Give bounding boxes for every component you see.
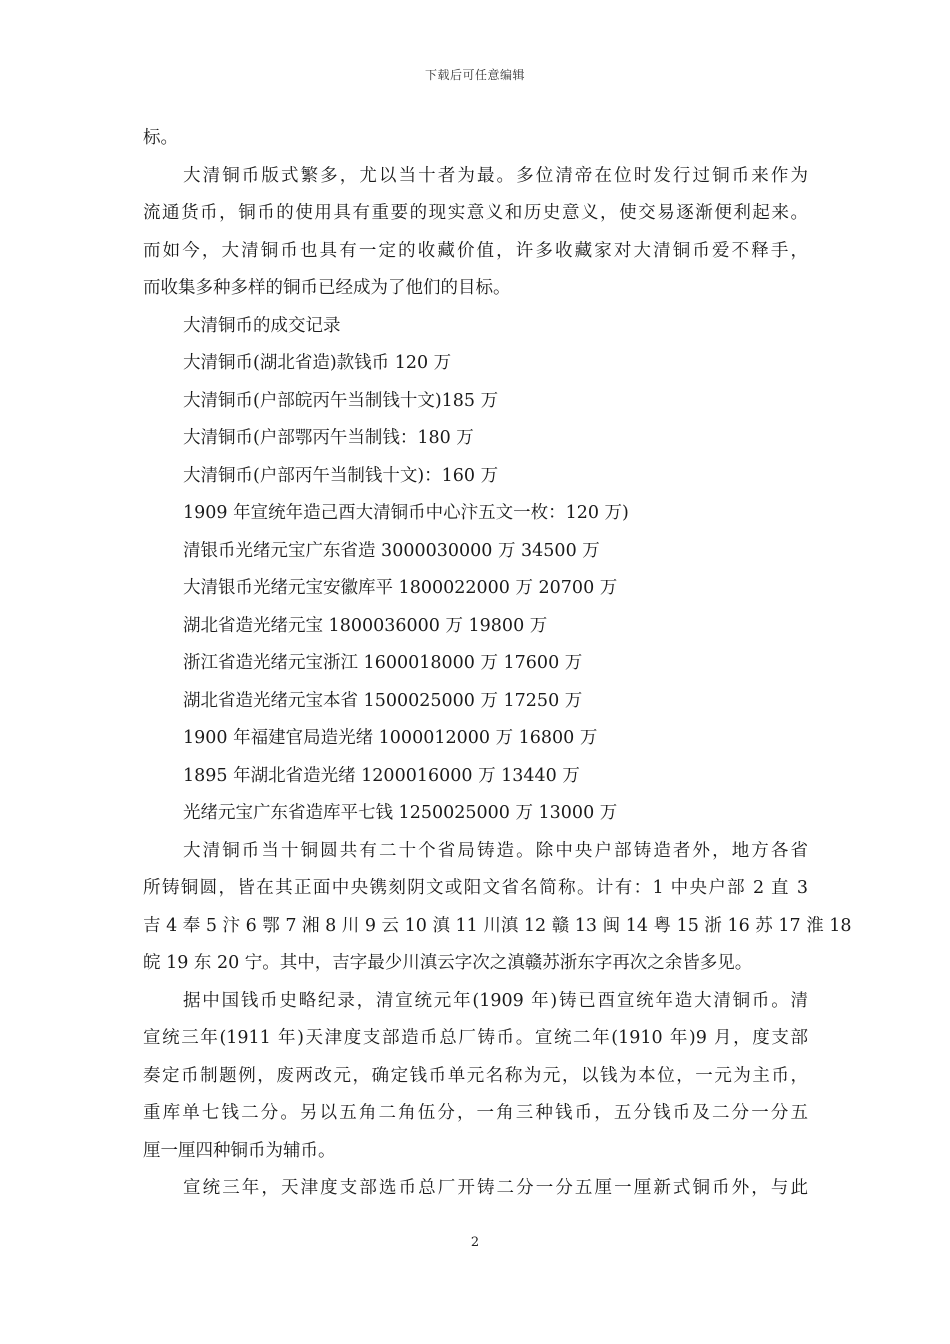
record-line: 浙江省造光绪元宝浙江 1600018000 万 17600 万 xyxy=(183,653,583,673)
record-line: 1900 年福建官局造光绪 1000012000 万 16800 万 xyxy=(183,728,598,748)
text-line: 据中国钱币史略纪录，清宣统元年(1909 年)铸已酉宣统年造大清铜币。清 xyxy=(183,990,808,1011)
record-line: 大清铜币(湖北省造)款钱币 120 万 xyxy=(183,353,452,373)
record-line: 1895 年湖北省造光绪 1200016000 万 13440 万 xyxy=(183,765,580,786)
record-line: 光绪元宝广东省造库平七钱 1250025000 万 13000 万 xyxy=(183,803,618,823)
text-line: 大清铜币当十铜圆共有二十个省局铸造。除中央户部铸造者外，地方各省 xyxy=(183,840,808,861)
text-line: 吉 4 奉 5 汴 6 鄂 7 湘 8 川 9 云 10 滇 11 川滇 12 赣 13 闽 14 粤 15 浙 16 苏 17 淮 18 xyxy=(143,915,852,936)
record-line: 清银币光绪元宝广东省造 3000030000 万 34500 万 xyxy=(183,540,600,561)
text-line: 所铸铜圆，皆在其正面中央镌刻阴文或阳文省名简称。计有：1 中央户部 2 直 3 xyxy=(143,878,808,898)
record-line: 湖北省造光绪元宝 1800036000 万 19800 万 xyxy=(183,615,548,636)
page-header: 下载后可任意编辑 xyxy=(424,68,525,82)
text-line: 宣统三年，天津度支部选币总厂开铸二分一分五厘一厘新式铜币外，与此 xyxy=(183,1178,808,1198)
text-line: 宣统三年(1911 年)天津度支部造币总厂铸币。宣统二年(1910 年)9 月，度支部 xyxy=(143,1028,808,1048)
record-line: 1909 年宣统年造己酉大清铜币中心汴五文一枚：120 万) xyxy=(183,503,629,523)
record-line: 大清铜币(户部丙午当制钱十文)：160 万 xyxy=(183,465,499,486)
document-body xyxy=(143,120,852,1208)
text-line: 重库单七钱二分。另以五角二角伍分，一角三种钱币，五分钱币及二分一分五 xyxy=(143,1103,808,1123)
text-line: 奏定币制题例，废两改元，确定钱币单元名称为元，以钱为本位，一元为主币， xyxy=(143,1065,808,1086)
record-line: 大清铜币(户部皖丙午当制钱十文)185 万 xyxy=(183,390,499,411)
record-line: 大清铜币(户部鄂丙午当制钱：180 万 xyxy=(183,428,474,448)
text-line: 流通货币，铜币的使用具有重要的现实意义和历史意义，使交易逐渐便利起来。 xyxy=(143,203,808,223)
text-line: 皖 19 东 20 宁。其中，吉字最少川滇云字次之滇赣苏浙东字再次之余皆多见。 xyxy=(143,953,753,973)
text-line: 标。 xyxy=(143,128,178,148)
record-line: 湖北省造光绪元宝本省 1500025000 万 17250 万 xyxy=(183,690,583,711)
section-heading: 大清铜币的成交记录 xyxy=(183,315,341,336)
text-line: 而如今，大清铜币也具有一定的收藏价值，许多收藏家对大清铜币爱不释手， xyxy=(143,240,808,261)
text-line: 厘一厘四种铜币为辅币。 xyxy=(143,1140,336,1161)
record-line: 大清银币光绪元宝安徽库平 1800022000 万 20700 万 xyxy=(183,578,618,598)
text-line: 大清铜币版式繁多，尤以当十者为最。多位清帝在位时发行过铜币来作为 xyxy=(183,165,808,186)
text-line: 而收集多种多样的铜币已经成为了他们的目标。 xyxy=(143,278,511,298)
page-number: 2 xyxy=(470,1235,480,1250)
